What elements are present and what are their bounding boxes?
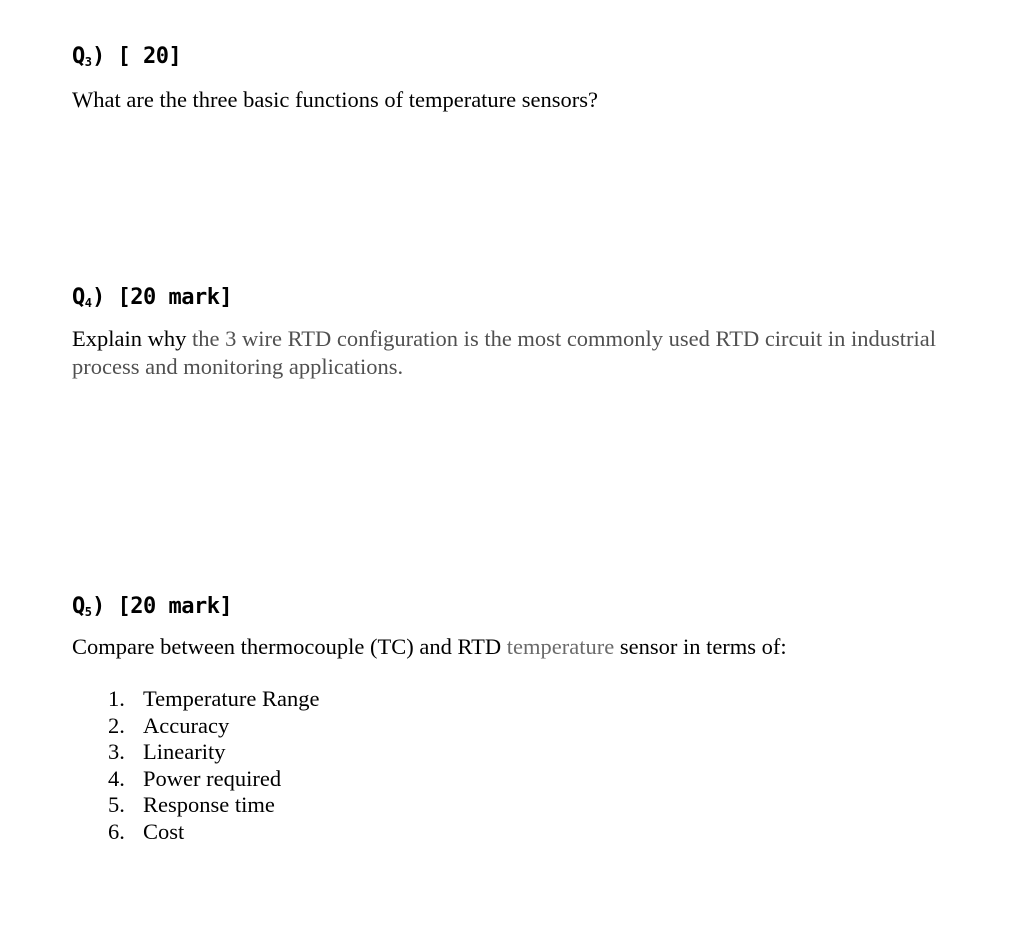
- q5-heading: [72, 594, 232, 619]
- q5-question: [72, 633, 992, 661]
- q4-heading: [72, 285, 232, 310]
- q4-mark: ) [20 mark]: [91, 285, 233, 310]
- q3-question: What are the three basic functions of temperature sensors?: [72, 87, 599, 112]
- q5-label: Q: [72, 594, 85, 619]
- list-item: 1. Temperature Range: [108, 686, 320, 711]
- q5-mark: ) [20 mark]: [91, 594, 233, 619]
- list-item: 4. Power required: [108, 765, 282, 791]
- q4-number: 4: [84, 296, 92, 310]
- q5-question-highlight: temperature: [506, 634, 615, 659]
- q4-question-start: Explain why: [72, 326, 187, 351]
- q5-number: 5: [84, 605, 92, 619]
- q3-mark: ) [ 20]: [91, 44, 182, 69]
- q3-heading: [72, 44, 181, 69]
- q5-question-start: Compare between thermocouple (TC) and RTD: [72, 634, 507, 659]
- q4-question-rest: the 3 wire RTD configuration is the most commonly used RTD circuit in industrial process and monitoring applications.: [72, 326, 937, 379]
- q4-question: [72, 325, 987, 381]
- q3-number: 3: [84, 55, 92, 69]
- list-item: 6. Cost: [108, 818, 185, 844]
- q4-label: Q: [72, 285, 85, 310]
- comparison-criteria-list: [108, 686, 319, 846]
- q5-question-end: sensor in terms of:: [614, 634, 787, 659]
- list-item: 2. Accuracy: [108, 712, 230, 738]
- list-item: 3. Linearity: [108, 739, 226, 765]
- list-item: 5. Response time: [108, 792, 275, 818]
- q3-label: Q: [72, 44, 85, 69]
